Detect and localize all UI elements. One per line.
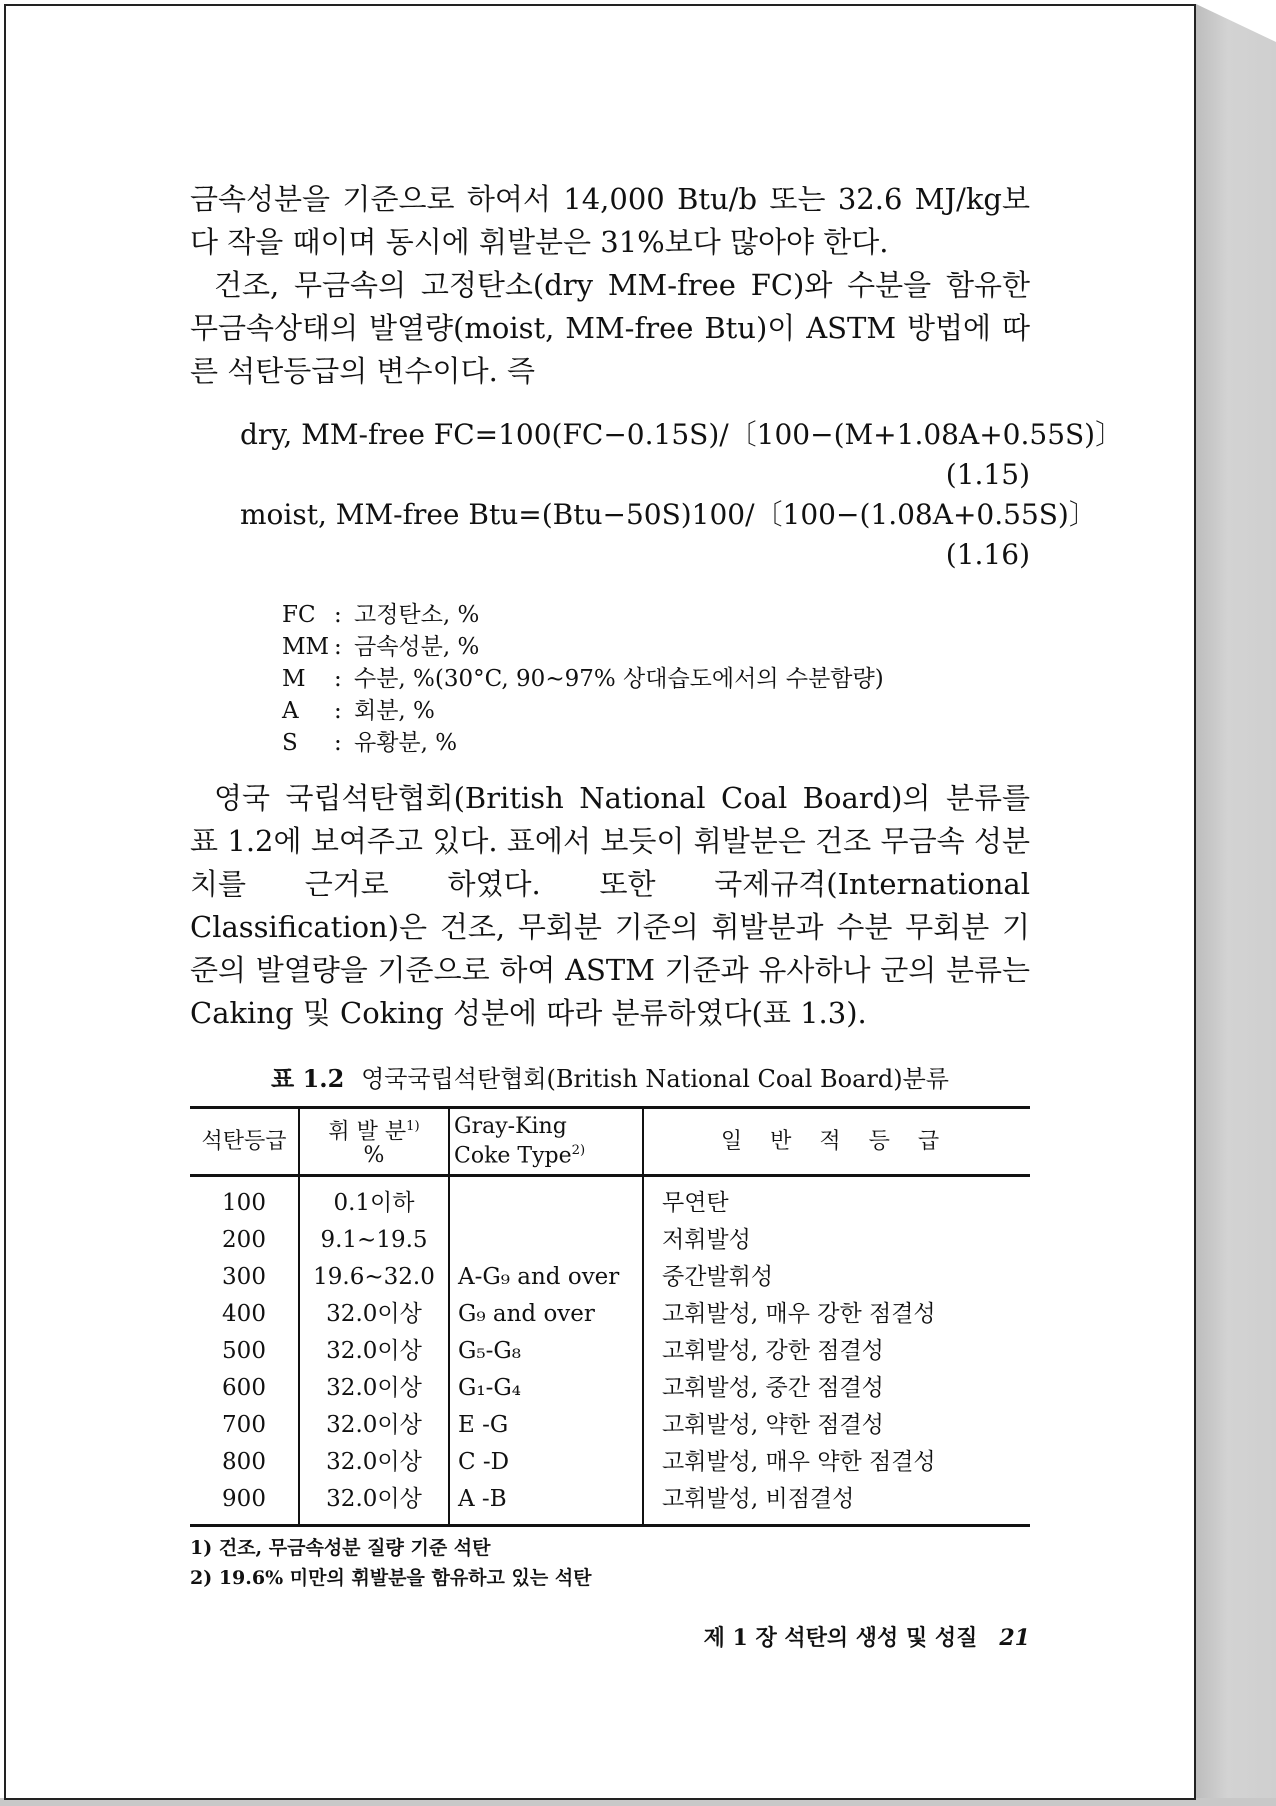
table-header-row — [190, 1108, 1030, 1176]
paragraph-1: 금속성분을 기준으로 하여서 14,000 Btu/b 또는 32.6 MJ/kg보다 작을 때이며 동시에 휘발분은 31%보다 많아야 한다. — [190, 182, 1030, 259]
table-caption-number: 표 1.2 — [271, 1064, 345, 1093]
table-footnotes — [190, 1533, 1030, 1593]
variable-row: M : 수분, %(30°C, 90∼97% 상대습도에서의 수분함량) — [282, 663, 1030, 695]
table-caption — [190, 1059, 1030, 1094]
variable-desc: 유황분, % — [354, 730, 458, 756]
equation-1-15: dry, MM-free FC=100(FC−0.15S)/〔100−(M+1.08A+0.55S)〕 — [240, 418, 1124, 451]
table-row: 900 32.0이상 A -B 고휘발성, 비점결성 — [190, 1481, 1030, 1526]
equation-block — [190, 415, 1124, 575]
variable-desc: 회분, % — [354, 698, 435, 724]
header-coke-type: Gray-King Coke Type$^{2)}$ — [449, 1108, 643, 1176]
variable-row: S : 유황분, % — [282, 727, 1030, 759]
variable-symbol: A — [282, 698, 299, 724]
variable-desc: 수분, %(30°C, 90∼97% 상대습도에서의 수분함량) — [354, 666, 884, 692]
footnote-1: 1) 건조, 무금속성분 질량 기준 석탄 — [190, 1537, 491, 1560]
table-row: 100 0.1이하 무연탄 — [190, 1176, 1030, 1223]
equation-1-16: moist, MM-free Btu=(Btu−50S)100/〔100−(1.08A+0.55S)〕 — [240, 498, 1097, 531]
paragraph-2: 건조, 무금속의 고정탄소(dry MM-free FC)와 수분을 함유한 무금속상태의 발열량(moist, MM-free Btu)이 ASTM 방법에 따른 석탄등급의 변수이다. 즉 — [190, 268, 1030, 388]
variable-definitions — [282, 599, 1030, 759]
table-row: 200 9.1∼19.5 저휘발성 — [190, 1222, 1030, 1259]
table-row: 300 19.6∼32.0 A-G₉ and over 중간발휘성 — [190, 1259, 1030, 1296]
variable-row: MM : 금속성분, % — [282, 631, 1030, 663]
page-number: 21 — [999, 1625, 1030, 1652]
table-row: 800 32.0이상 C -D 고휘발성, 매우 약한 점결성 — [190, 1444, 1030, 1481]
page-side-edge — [1196, 4, 1276, 1800]
variable-desc: 고정탄소, % — [354, 602, 480, 628]
page-footer — [190, 1621, 1030, 1652]
header-volatile: 휘 발 분$^{1)}$ % — [299, 1108, 449, 1176]
table-row: 600 32.0이상 G₁-G₄ 고휘발성, 중간 점결성 — [190, 1370, 1030, 1407]
coal-classification-table — [190, 1106, 1030, 1527]
variable-row: FC : 고정탄소, % — [282, 599, 1030, 631]
table-row: 700 32.0이상 E -G 고휘발성, 약한 점결성 — [190, 1407, 1030, 1444]
book-page — [4, 4, 1196, 1800]
table-row: 400 32.0이상 G₉ and over 고휘발성, 매우 강한 점결성 — [190, 1296, 1030, 1333]
table-caption-text: 영국국립석탄협회(British National Coal Board)분류 — [361, 1065, 949, 1093]
variable-symbol: M — [282, 666, 306, 692]
equation-number-1-15: (1.15) — [945, 458, 1030, 491]
variable-symbol: FC — [282, 602, 316, 628]
table-row: 500 32.0이상 G₅-G₈ 고휘발성, 강한 점결성 — [190, 1333, 1030, 1370]
paragraph-3: 영국 국립석탄협회(British National Coal Board)의 분류를 표 1.2에 보여주고 있다. 표에서 보듯이 휘발분은 건조 무금속 성분치를 근거로 하였다. 또한 국제규격(International Classification)은 건조, 무회분 기준의 휘발분과 수분 무회분 기준의 발열량을 기준으로 하여 ASTM 기준과 유사하나 군의 분류는 Caking 및 Coking 성분에 따라 분류하였다(표 1.3). — [190, 781, 1030, 1030]
header-rank: 석탄등급 — [190, 1108, 299, 1176]
header-general-grade: 일반적등급 — [643, 1108, 1030, 1176]
page-content — [190, 178, 1124, 1652]
variable-row: A : 회분, % — [282, 695, 1030, 727]
variable-symbol: MM — [282, 634, 330, 660]
footnote-2: 2) 19.6% 미만의 휘발분을 함유하고 있는 석탄 — [190, 1567, 592, 1590]
variable-desc: 금속성분, % — [354, 634, 480, 660]
equation-number-1-16: (1.16) — [945, 538, 1030, 571]
running-chapter-title: 제 1 장 석탄의 생성 및 성질 — [703, 1625, 978, 1652]
variable-symbol: S — [282, 730, 298, 756]
